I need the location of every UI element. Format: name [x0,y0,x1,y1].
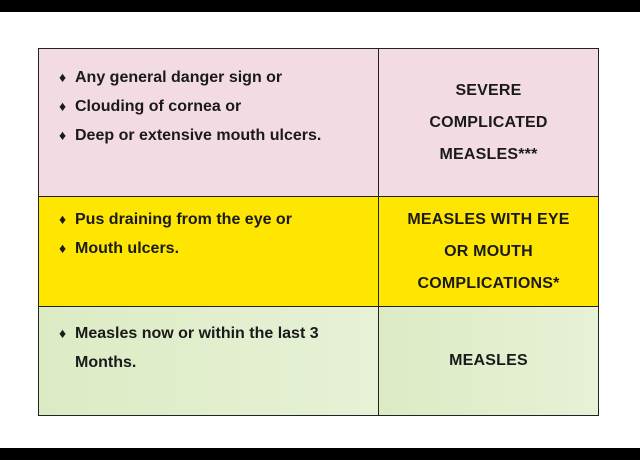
classification-severe-complicated-measles: SEVERE COMPLICATED MEASLES*** [429,81,548,163]
diamond-bullet-icon: ♦ [59,98,67,114]
diamond-bullet-icon: ♦ [59,240,67,256]
signs-list-severe [59,63,370,150]
diamond-bullet-icon: ♦ [59,69,67,85]
signs-cell-eye-mouth [39,197,379,307]
classification-table [38,48,599,416]
sign-item: ♦ Any general danger sign or [59,63,370,92]
sign-item: ♦ Mouth ulcers. [59,234,370,263]
diamond-bullet-icon: ♦ [59,325,67,341]
sign-item: ♦ Deep or extensive mouth ulcers. [59,121,370,150]
classification-cell-measles [379,307,598,415]
signs-cell-measles [39,307,379,415]
signs-cell-severe [39,49,379,197]
classification-measles-eye-mouth: MEASLES WITH EYE OR MOUTH COMPLICATIONS* [407,210,570,292]
sign-item: ♦ Pus draining from the eye or [59,205,370,234]
classification-cell-eye-mouth [379,197,598,307]
sign-item: ♦ Measles now or within the last 3 Months. [59,319,370,377]
sign-item: ♦ Clouding of cornea or [59,92,370,121]
signs-list-eye-mouth [59,205,370,263]
poster-sheet [0,12,640,448]
classification-measles: MEASLES [449,352,528,369]
classification-cell-severe [379,49,598,197]
diamond-bullet-icon: ♦ [59,127,67,143]
signs-list-measles [59,319,370,377]
diamond-bullet-icon: ♦ [59,211,67,227]
